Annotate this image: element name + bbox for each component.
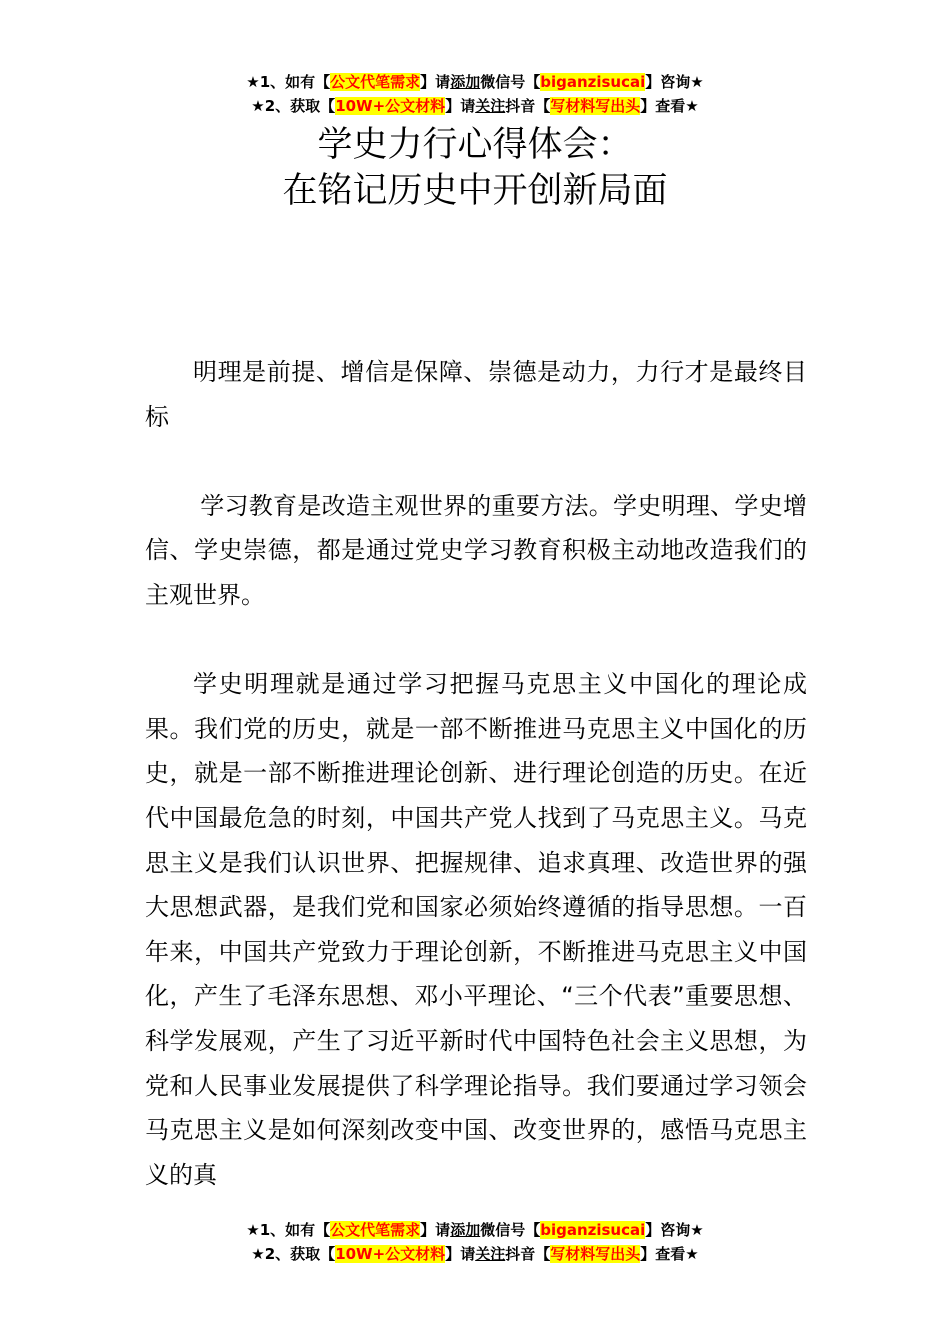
header-banner bbox=[0, 70, 950, 118]
banner-text: 】咨询★ bbox=[645, 1221, 704, 1239]
banner-line-2 bbox=[0, 94, 950, 118]
banner-text: ★1、如有【 bbox=[246, 1221, 331, 1239]
banner-text: 】请 bbox=[445, 97, 476, 115]
paragraph-1: 明理是前提、增信是保障、崇德是动力，力行才是最终目标 bbox=[145, 358, 807, 431]
banner-underlined: 关注 bbox=[475, 1245, 506, 1263]
banner-highlight: 10W+公文材料 bbox=[335, 97, 446, 115]
footer-banner bbox=[0, 1218, 950, 1266]
banner-highlight: 10W+公文材料 bbox=[335, 1245, 446, 1263]
footer-line-2 bbox=[0, 1242, 950, 1266]
banner-underlined: 添加 bbox=[450, 1221, 481, 1239]
title-line-1: 学史力行心得体会： bbox=[317, 125, 633, 165]
document-title bbox=[0, 122, 950, 214]
banner-underlined: 关注 bbox=[475, 97, 506, 115]
banner-text: ★2、获取【 bbox=[251, 1245, 336, 1263]
banner-douyin-id: 写材料写出头 bbox=[550, 1245, 641, 1263]
banner-wechat-id: biganzisucai bbox=[540, 73, 646, 91]
banner-text: 】请 bbox=[420, 1221, 451, 1239]
banner-line-1 bbox=[0, 70, 950, 94]
banner-text: 抖音【 bbox=[505, 97, 551, 115]
banner-text: 】查看★ bbox=[640, 97, 699, 115]
banner-douyin-id: 写材料写出头 bbox=[550, 97, 641, 115]
banner-text: 】请 bbox=[420, 73, 451, 91]
document-body bbox=[145, 350, 807, 1242]
banner-text: 】咨询★ bbox=[645, 73, 704, 91]
banner-text: 】请 bbox=[445, 1245, 476, 1263]
banner-text: ★2、获取【 bbox=[251, 97, 336, 115]
banner-text: 】查看★ bbox=[640, 1245, 699, 1263]
banner-text: 微信号【 bbox=[480, 1221, 541, 1239]
banner-text: 抖音【 bbox=[505, 1245, 551, 1263]
paragraph-2: 学习教育是改造主观世界的重要方法。学史明理、学史增信、学史崇德，都是通过党史学习教育积极主动地改造我们的主观世界。 bbox=[145, 491, 807, 609]
banner-text: ★1、如有【 bbox=[246, 73, 331, 91]
footer-line-1 bbox=[0, 1218, 950, 1242]
banner-underlined: 添加 bbox=[450, 73, 481, 91]
banner-text: 微信号【 bbox=[480, 73, 541, 91]
banner-wechat-id: biganzisucai bbox=[540, 1221, 646, 1239]
banner-highlight: 公文代笔需求 bbox=[330, 73, 421, 91]
paragraph-3: 学史明理就是通过学习把握马克思主义中国化的理论成果。我们党的历史，就是一部不断推进马克思主义中国化的历史，就是一部不断推进理论创新、进行理论创造的历史。在近代中国最危急的时刻，中国共产党人找到了马克思主义。马克思主义是我们认识世界、把握规律、追求真理、改造世界的强大思想武器，是我们党和国家必须始终遵循的指导思想。一百年来，中国共产党致力于理论创新，不断推进马克思主义中国化，产生了毛泽东思想、邓小平理论、“三个代表”重要思想、科学发展观，产生了习近平新时代中国特色社会主义思想，为党和人民事业发展提供了科学理论指导。我们要通过学习领会马克思主义是如何深刻改变中国、改变世界的，感悟马克思主义的真 bbox=[145, 670, 807, 1189]
title-line-2: 在铭记历史中开创新局面 bbox=[282, 171, 668, 211]
banner-highlight: 公文代笔需求 bbox=[330, 1221, 421, 1239]
